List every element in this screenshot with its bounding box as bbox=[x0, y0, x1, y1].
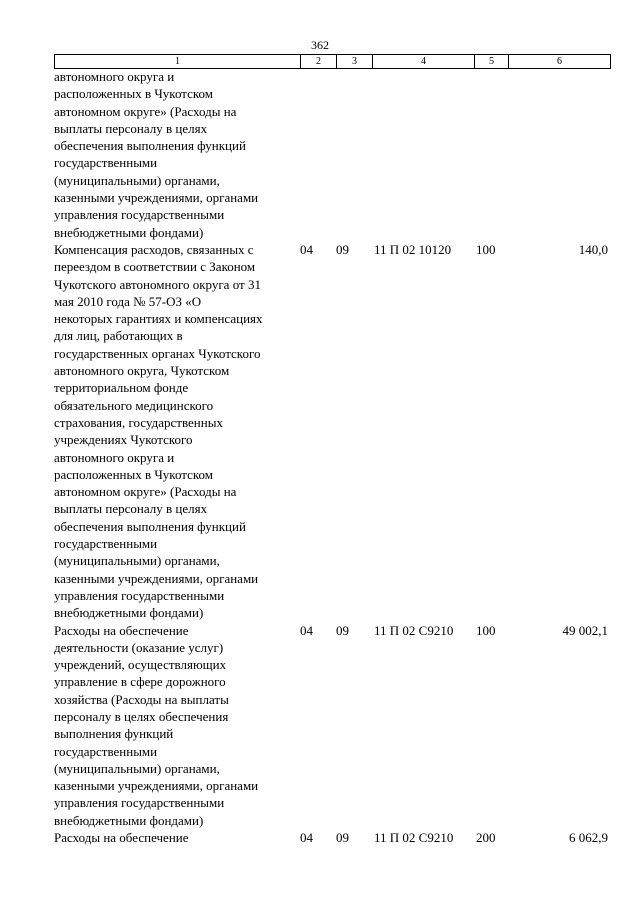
row-target-code: 11 П 02 С9210 bbox=[374, 830, 454, 846]
table-row bbox=[0, 622, 640, 830]
row-expense-type: 100 bbox=[476, 622, 496, 638]
row-subsection: 09 bbox=[336, 622, 349, 638]
column-header-2: 2 bbox=[301, 55, 337, 69]
row-section: 04 bbox=[300, 622, 313, 638]
row-subsection: 09 bbox=[336, 241, 349, 257]
row-description: Расходы на обеспечение bbox=[54, 830, 189, 846]
table-row bbox=[0, 241, 640, 622]
column-header-1: 1 bbox=[55, 55, 301, 69]
column-header-4: 4 bbox=[373, 55, 475, 69]
row-target-code: 11 П 02 С9210 bbox=[374, 622, 454, 638]
table-body bbox=[0, 68, 640, 846]
row-target-code: 11 П 02 10120 bbox=[374, 241, 452, 257]
row-amount: 49 002,1 bbox=[562, 622, 608, 638]
row-description: Компенсация расходов, связанных с переездом в соответствии с Законом Чукотского автономного округа от 31 мая 2010 года № 57-ОЗ «О некоторых гарантиях и компенсациях для лиц, работающих в государственных органах Чукотского автономного округа, Чукотском территориальном фонде обязательного медицинского страхования, государственных учреждениях Чукотского автономного округа и расположенных в Чукотском автономном округе» (Расходы на выплаты персоналу в целях обеспечения выполнения функций государственными (муниципальными) органами, казенными учреждениями, органами управления государственными внебюджетными фондами) bbox=[54, 241, 263, 621]
row-subsection: 09 bbox=[336, 830, 349, 846]
column-header-6: 6 bbox=[509, 55, 611, 69]
table-row bbox=[0, 829, 640, 846]
row-description: автономного округа и расположенных в Чукотском автономном округе» (Расходы на выплаты персоналу в целях обеспечения выполнения функций государственными (муниципальными) органами, казенными учреждениями, органами управления государственными внебюджетными фондами) bbox=[54, 69, 259, 240]
row-expense-type: 200 bbox=[476, 830, 496, 846]
row-section: 04 bbox=[300, 241, 313, 257]
column-header-table bbox=[54, 54, 611, 69]
row-expense-type: 100 bbox=[476, 241, 496, 257]
column-header-3: 3 bbox=[337, 55, 373, 69]
row-amount: 6 062,9 bbox=[569, 830, 608, 846]
row-description: Расходы на обеспечение деятельности (оказание услуг) учреждений, осуществляющих управление в сфере дорожного хозяйства (Расходы на выплаты персоналу в целях обеспечения выполнения функций государственными (муниципальными) органами, казенными учреждениями, органами управления государственными внебюджетными фондами) bbox=[54, 622, 259, 828]
row-amount: 140,0 bbox=[578, 241, 608, 257]
table-row bbox=[0, 68, 640, 241]
column-header-row bbox=[55, 55, 611, 69]
page-number: 362 bbox=[311, 38, 329, 52]
column-header-5: 5 bbox=[475, 55, 509, 69]
row-section: 04 bbox=[300, 830, 313, 846]
